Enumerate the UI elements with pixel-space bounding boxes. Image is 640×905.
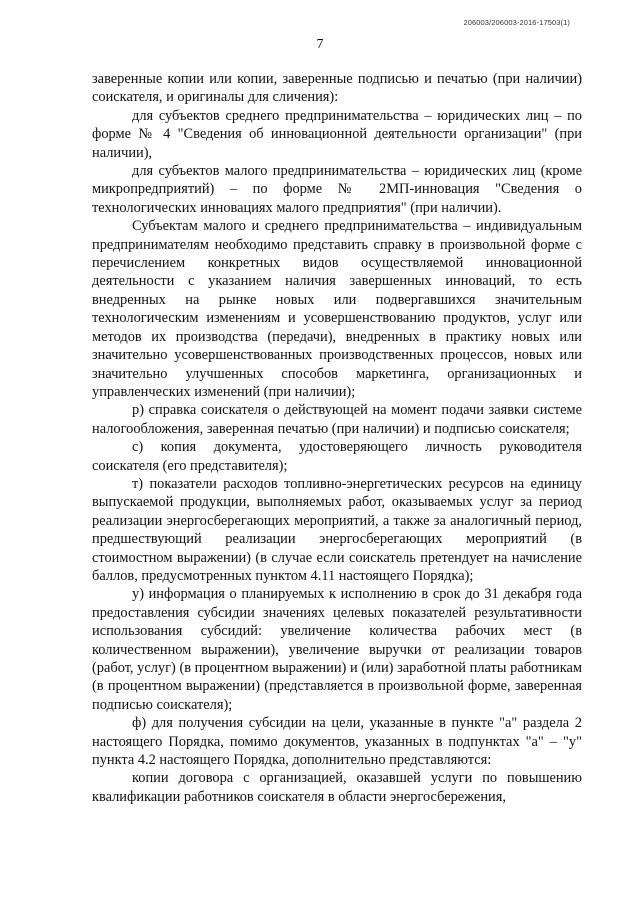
paragraph-item-r: р) справка соискателя о действующей на момент подачи заявки системе налогообложения, заверенная печатью (при наличии) и подписью соискателя; [92, 402, 582, 437]
document-body [92, 70, 582, 806]
paragraph-small-business-form: для субъектов малого предпринимательства – юридических лиц (кроме микропредприятий) – по форме № 2МП-инновация "Сведения о технологических инновациях малого предприятия" (при наличии). [92, 163, 582, 216]
paragraph-copies-note: заверенные копии или копии, заверенные подписью и печатью (при наличии) соискателя, и оригиналы для сличения): [92, 71, 582, 106]
document-id: 206003/206003-2016-17503(1) [463, 18, 570, 27]
paragraph-item-t: т) показатели расходов топливно-энергетических ресурсов на единицу выпускаемой продукции, выполняемых работ, оказываемых услуг за период реализации энергосберегающих мероприятий, а также за аналогичный период, предшествующий реализации энергосберегающих мероприятий (в стоимостном выражении) (в случае если соискатель претендует на начисление баллов, предусмотренных пунктом 4.11 настоящего Порядка); [92, 475, 582, 584]
paragraph-medium-business-form: для субъектов среднего предпринимательства – юридических лиц – по форме № 4 "Сведения об инновационной деятельности организации" (при наличии), [92, 107, 582, 161]
paragraph-item-f: ф) для получения субсидии на цели, указанные в пункте "а" раздела 2 настоящего Порядка, помимо документов, указанных в подпунктах "а" – "у" пункта 4.2 настоящего Порядка, дополнительно представляются: [92, 715, 582, 769]
paragraph-individual-entrepreneurs: Субъектам малого и среднего предпринимательства – индивидуальным предпринимателям необходимо представить справку в произвольной форме с перечислением конкретных видов осуществляемой инновационной деятельности с указанием наличия завершенных инноваций, то есть внедренных на рынке новых или подвергавшихся значительным технологическим изменениям и усовершенствованию продуктов, услуг или методов их производства (передачи), внедренных в практику новых или значительно усовершенствованных производственных процессов, новых или значительно улучшенных способов маркетинга, организационных и управленческих изменений (при наличии); [92, 218, 582, 400]
paragraph-item-s: с) копия документа, удостоверяющего личность руководителя соискателя (его представителя); [92, 439, 582, 474]
paragraph-contract-copies: копии договора с организацией, оказавшей услуги по повышению квалификации работников соискателя в области энергосбережения, [92, 770, 582, 805]
page-number: 7 [316, 37, 324, 52]
paragraph-item-u: у) информация о планируемых к исполнению в срок до 31 декабря года предоставления субсидии значениях целевых показателей результативности использования субсидий: увеличение количества рабочих мест (в количественном выражении), увеличение выручки от реализации товаров (работ, услуг) (в процентном выражении) и (или) заработной платы работникам (в процентном выражении) (представляется в произвольной форме, заверенная подписью соискателя); [92, 586, 582, 713]
